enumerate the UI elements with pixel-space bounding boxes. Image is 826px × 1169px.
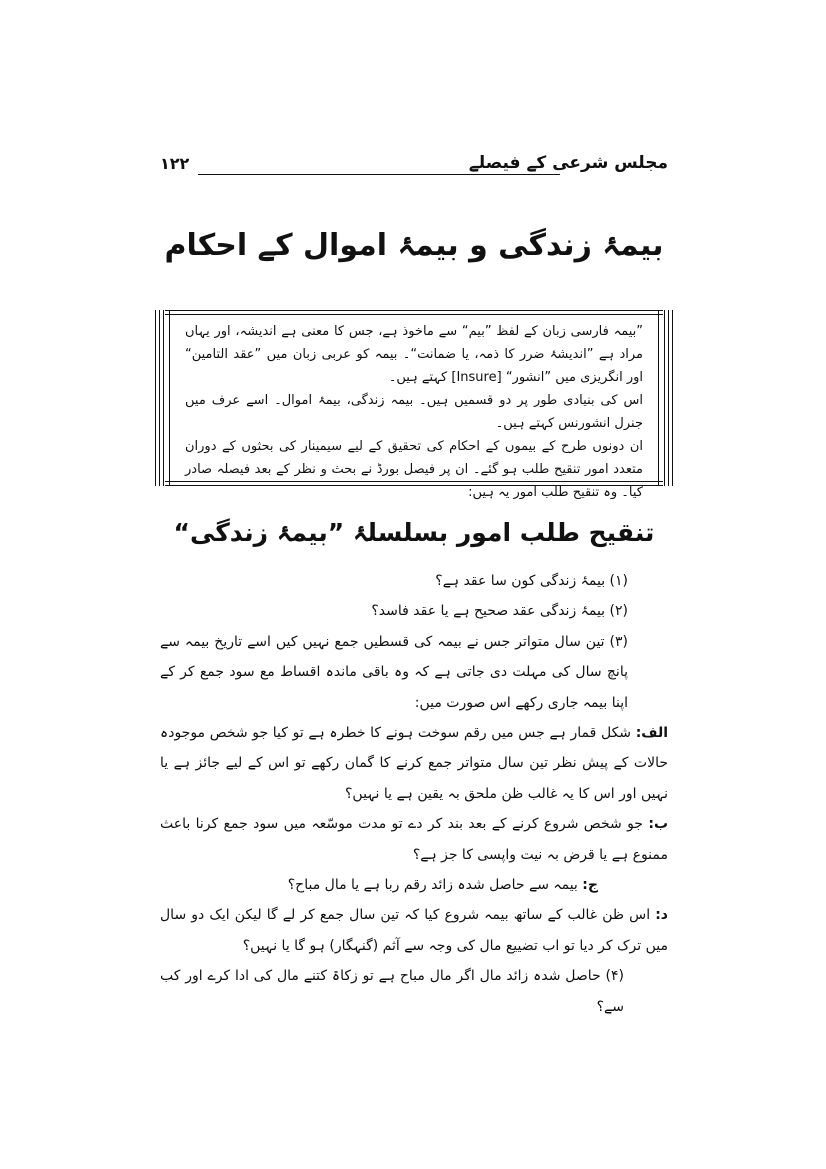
sub-label-d: د: <box>655 907 668 924</box>
question-3: (۳) تین سال متواتر جس نے بیمہ کی قسطیں جمع نہیں کیں اسے تاریخ بیمہ سے پانچ سال کی مہلت دی جاتی ہے کہ وہ باقی ماندہ اقساط مع سود جمع کر کے اپنا بیمہ جاری رکھے اس صورت میں: <box>160 633 628 711</box>
sub-text-d: اس ظن غالب کے ساتھ بیمہ شروع کیا کہ تین سال جمع کر لے گا لیکن ایک دو سال میں ترک کر دیا تو اب تضییع مال کی وجہ سے آثم (گنہگار) ہو گا یا نہیں؟ <box>160 907 668 954</box>
questions-list <box>160 566 668 1022</box>
question-2: (۲) بیمۂ زندگی عقد صحیح ہے یا عقد فاسد؟ <box>371 603 628 620</box>
frame-left-bar <box>159 310 160 486</box>
frame-left-bar <box>169 310 170 486</box>
frame-top-rule-inner <box>165 314 663 315</box>
sub-text-a: شکل قمار ہے جس میں رقم سوخت ہونے کا خطرہ ہے تو کیا جو شخص موجودہ حالات کے پیش نظر تین سال متواتر جمع کرنے کا گمان رکھے تو اس کے لیے جائز ہے یا نہیں اور اس کا یہ غالب ظن ملحق بہ یقین ہے یا نہیں؟ <box>160 725 668 802</box>
intro-text <box>185 320 643 504</box>
main-title: بیمۂ زندگی و بیمۂ اموال کے احکام <box>164 228 664 263</box>
frame-left-bar <box>155 310 156 486</box>
sub-label-b: ب: <box>648 816 669 833</box>
intro-frame <box>155 310 673 500</box>
sub-question-d <box>160 900 668 961</box>
question-4: (۴) حاصل شدہ زائد مال اگر مال مباح ہے تو زکاۃ کتنے مال کی ادا کرے اور کب سے؟ <box>160 968 624 1015</box>
sub-label-c: ج: <box>582 877 598 894</box>
page-number: ۱۲۲ <box>160 154 190 173</box>
frame-right-bar <box>672 310 673 486</box>
running-header <box>160 152 668 180</box>
frame-right-bar <box>668 310 669 486</box>
section-title: تنقیح طلب امور بسلسلۂ ”بیمۂ زندگی“ <box>173 518 655 547</box>
sub-question-a <box>160 718 668 809</box>
frame-right-bar <box>664 310 665 486</box>
frame-top-rule <box>165 310 663 311</box>
frame-right-bar <box>658 310 659 486</box>
sub-text-b: جو شخص شروع کرنے کے بعد بند کر دے تو مدت موسّعہ میں سود جمع کرنا باعث ممنوع ہے یا قرض بہ نیت واپسی کا جز ہے؟ <box>160 816 668 863</box>
intro-paragraph: ”بیمہ فارسی زبان کے لفظ ”بیم“ سے ماخوذ ہے، جس کا معنی ہے اندیشہ، اور یہاں مراد ہے ”اندیشۂ ضرر کا ذمہ، یا ضمانت“۔ بیمہ کو عربی زبان میں ”عقد التامین“ اور انگریزی میں ”انشور“ [Insure] کہتے ہیں۔ <box>185 324 643 385</box>
sub-question-c <box>160 870 668 900</box>
intro-paragraph: اس کی بنیادی طور پر دو قسمیں ہیں۔ بیمہ زندگی، بیمۂ اموال۔ اسے عرف میں جنرل انشورنس کہتے ہیں۔ <box>185 393 643 431</box>
question-1: (۱) بیمۂ زندگی کون سا عقد ہے؟ <box>435 573 628 589</box>
book-title: مجلس شرعی کے فیصلے <box>468 153 668 173</box>
frame-left-bar <box>163 310 164 486</box>
sub-question-b <box>160 809 668 870</box>
sub-label-a: الف: <box>635 725 669 742</box>
intro-paragraph: ان دونوں طرح کے بیموں کے احکام کی تحقیق کے لیے سیمینار کی بحثوں کے دوران متعدد امور تنقیح طلب ہو گئے۔ ان پر فیصل بورڈ نے بحث و نظر کے بعد فیصلہ صادر کیا۔ وہ تنقیح طلب امور یہ ہیں: <box>185 439 643 500</box>
sub-text-c: بیمہ سے حاصل شدہ زائد رقم ربا ہے یا مال مباح؟ <box>287 877 578 894</box>
header-rule <box>198 174 560 175</box>
